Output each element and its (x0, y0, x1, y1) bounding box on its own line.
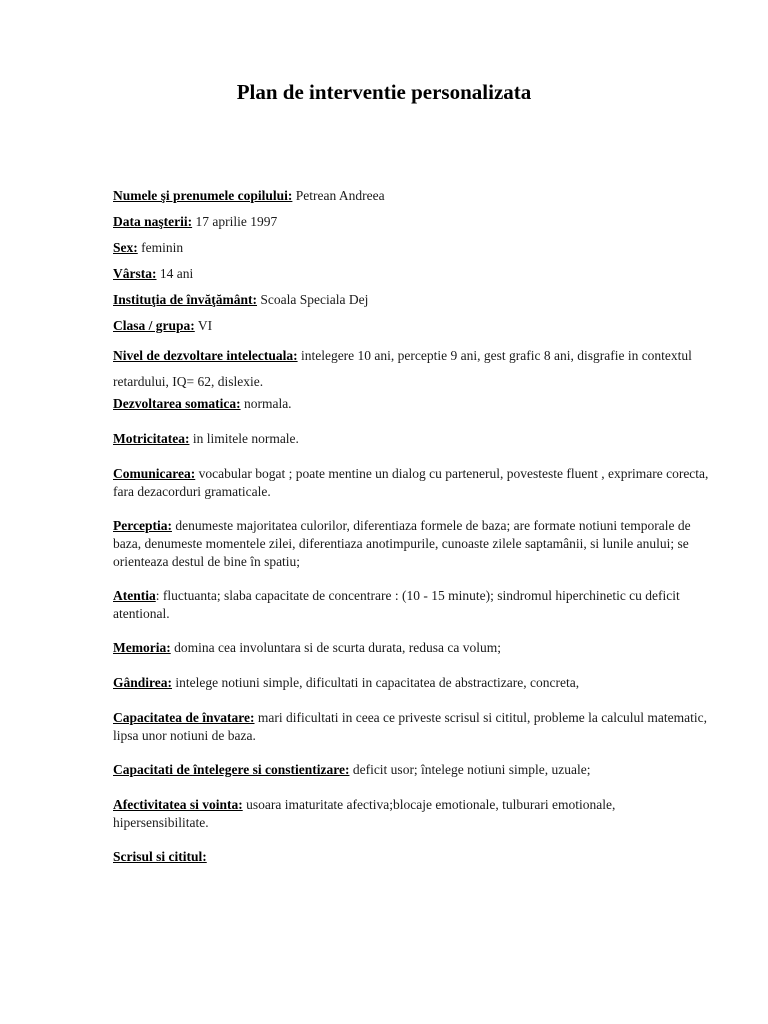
field-thinking (113, 674, 713, 692)
field-value: 14 ani (156, 266, 194, 281)
field-attention (113, 587, 713, 623)
field-value: vocabular bogat ; poate mentine un dialog cu partenerul, povesteste fluent , exprimare corecta, fara dezacorduri gramaticale. (113, 466, 709, 499)
field-value: in limitele normale. (189, 431, 299, 446)
field-label: Clasa / grupa: (113, 318, 195, 333)
field-affectivity (113, 796, 713, 832)
field-label: Data naşterii: (113, 214, 193, 229)
field-label: Motricitatea: (113, 431, 190, 446)
field-value: domina cea involuntara si de scurta durata, redusa ca volum; (170, 640, 501, 655)
field-value: : fluctuanta; slaba capacitate de concentrare : (10 - 15 minute); sindromul hiperchinetic cu deficit atentional. (113, 588, 680, 621)
field-writing-reading (113, 848, 713, 866)
field-value: Petrean Andreea (292, 188, 385, 203)
field-somatic-development (113, 395, 713, 413)
field-label: Capacitati de întelegere si constientizare: (113, 762, 350, 777)
field-age (113, 265, 713, 283)
field-institution (113, 291, 713, 309)
field-label: Dezvoltarea somatica: (113, 396, 241, 411)
field-label: Nivel de dezvoltare intelectuala: (113, 348, 298, 363)
field-child-name (113, 187, 713, 205)
field-class (113, 317, 713, 335)
field-intellectual-level (113, 343, 713, 395)
field-label: Vârsta: (113, 266, 157, 281)
field-learning-capacity (113, 709, 713, 745)
field-understanding (113, 761, 713, 779)
field-motor-skills (113, 430, 713, 448)
field-birth-date (113, 213, 713, 231)
field-value: deficit usor; întelege notiuni simple, uzuale; (349, 762, 591, 777)
field-value: intelegere 10 ani, perceptie 9 ani, gest grafic 8 ani, disgrafie in contextul retardului, IQ= 62, dislexie. (113, 348, 692, 389)
field-value: intelege notiuni simple, dificultati in capacitatea de abstractizare, concreta, (172, 675, 580, 690)
field-label: Memoria: (113, 640, 171, 655)
field-perception (113, 517, 713, 571)
field-label: Atentia (113, 588, 156, 603)
document-title: Plan de interventie personalizata (236, 80, 532, 104)
field-label: Gândirea: (113, 675, 173, 690)
field-value: feminin (137, 240, 184, 255)
field-label: Capacitatea de învatare: (113, 710, 255, 725)
field-label: Sex: (113, 240, 138, 255)
field-label: Numele şi prenumele copilului: (113, 188, 293, 203)
field-label: Perceptia: (113, 518, 172, 533)
field-label: Scrisul si cititul: (113, 849, 207, 864)
field-communication (113, 465, 713, 501)
field-value: normala. (240, 396, 292, 411)
field-label: Comunicarea: (113, 466, 196, 481)
field-value: VI (194, 318, 213, 333)
field-label: Instituţia de învăţământ: (113, 292, 258, 307)
field-sex (113, 239, 713, 257)
field-value: denumeste majoritatea culorilor, diferentiaza formele de baza; are formate notiuni temporale de baza, denumeste momentele zilei, diferentiaza anotimpurile, cunoaste zilele saptamânii, si lunile anului; se orienteaza destul de bine în spatiu; (113, 518, 691, 569)
field-memory (113, 639, 713, 657)
field-value: 17 aprilie 1997 (192, 214, 278, 229)
field-value: Scoala Speciala Dej (257, 292, 369, 307)
field-label: Afectivitatea si vointa: (113, 797, 243, 812)
field-value: mari dificultati in ceea ce priveste scrisul si cititul, probleme la calculul matematic, lipsa unor notiuni de baza. (113, 710, 707, 743)
field-value: usoara imaturitate afectiva;blocaje emotionale, tulburari emotionale, hipersensibilitate. (113, 797, 616, 830)
